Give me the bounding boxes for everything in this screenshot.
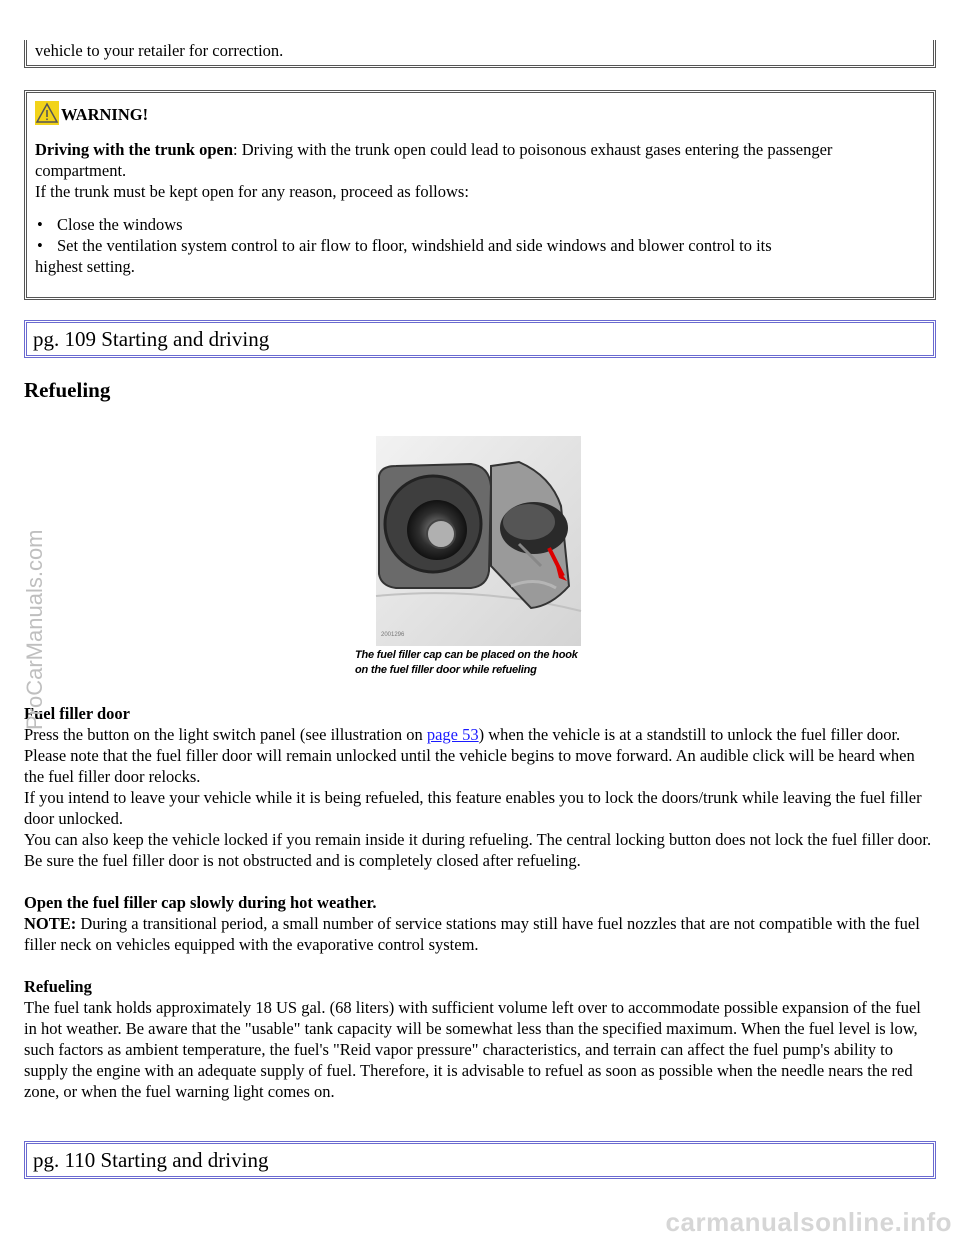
warning-lead-line2: If the trunk must be kept open for any reason, proceed as follows: xyxy=(35,182,469,201)
figure-caption xyxy=(355,648,615,678)
figure-caption-line2: on the fuel filler door while refueling xyxy=(355,664,537,676)
warning-title xyxy=(35,101,925,125)
paragraph-text: Press the button on the light switch panel (see illustration on xyxy=(24,725,427,744)
fuel-filler-door-title: Fuel filler door xyxy=(24,704,131,723)
body-text xyxy=(24,703,936,1102)
warning-list xyxy=(35,214,925,256)
page-53-link[interactable]: page 53 xyxy=(426,725,479,744)
fuel-filler-illustration xyxy=(351,436,603,646)
section-title: Refueling xyxy=(24,378,111,402)
page-header-109: pg. 109 Starting and driving xyxy=(24,320,936,358)
warning-box xyxy=(24,90,936,300)
warning-lead xyxy=(35,139,925,181)
paragraph-text: ) when the vehicle is at a standstill to unlock the fuel filler door. Please note that the fuel filler door will remain unlocked until the vehicle begins to move forward. An audible click will be heard when the fuel filler door relocks. xyxy=(24,725,915,786)
refueling-paragraph: The fuel tank holds approximately 18 US gal. (68 liters) with sufficient volume left over to accommodate possible expansion of the fuel in hot weather. Be aware that the "usable" tank capacity will be somewhat less than the specified maximum. When the fuel level is low, such factors as ambient temperature, the fuel's "Reid vapor pressure" characteristics, and terrain can affect the fuel pump's ability to supply the engine with an adequate supply of fuel. Therefore, it is advisable to refuel as soon as possible when the needle nears the red zone, or when the fuel warning light comes on. xyxy=(24,998,921,1101)
continued-text-box xyxy=(24,40,936,68)
warning-lead-bold: Driving with the trunk open xyxy=(35,140,234,159)
fuel-filler-door-paragraph xyxy=(24,724,936,787)
paragraph-text: You can also keep the vehicle locked if you remain inside it during refueling. The central locking button does not lock the fuel filler door. Be sure the fuel filler door is not obstructed and is completely closed after refueling. xyxy=(24,830,932,870)
watermark-bottom: carmanualsonline.info xyxy=(665,1207,952,1237)
hot-weather-note: Open the fuel filler cap slowly during hot weather. xyxy=(24,893,377,912)
warning-list-tail: highest setting. xyxy=(35,257,135,276)
continued-text: vehicle to your retailer for correction. xyxy=(35,41,284,60)
note-paragraph xyxy=(24,913,936,955)
warning-lead-rest: : Driving with the trunk open could lead to poisonous exhaust gases entering the passenger compartment. xyxy=(35,140,833,180)
warning-title-text: WARNING! xyxy=(61,105,149,124)
figure-code: 2001296 xyxy=(381,632,405,638)
watermark-left: ProCarManuals.com xyxy=(22,529,47,730)
manual-page xyxy=(24,0,936,401)
figure-caption-line1: The fuel filler cap can be placed on the hook xyxy=(355,649,578,661)
paragraph-text: If you intend to leave your vehicle while it is being refueled, this feature enables you to lock the doors/trunk while leaving the fuel filler door unlocked. xyxy=(24,788,922,828)
fuel-filler-figure xyxy=(351,436,603,680)
page-header-110: pg. 110 Starting and driving xyxy=(24,1141,936,1179)
note-label: NOTE: xyxy=(24,914,77,933)
warning-list-item: • Set the ventilation system control to air flow to floor, windshield and side windows and blower control to its xyxy=(35,235,925,256)
warning-triangle-icon xyxy=(35,101,59,125)
warning-list-item: • Close the windows xyxy=(35,214,925,235)
refueling-title: Refueling xyxy=(24,977,92,996)
note-text: During a transitional period, a small number of service stations may still have fuel nozzles that are not compatible with the fuel filler neck on vehicles equipped with the evaporative control system. xyxy=(24,914,920,954)
